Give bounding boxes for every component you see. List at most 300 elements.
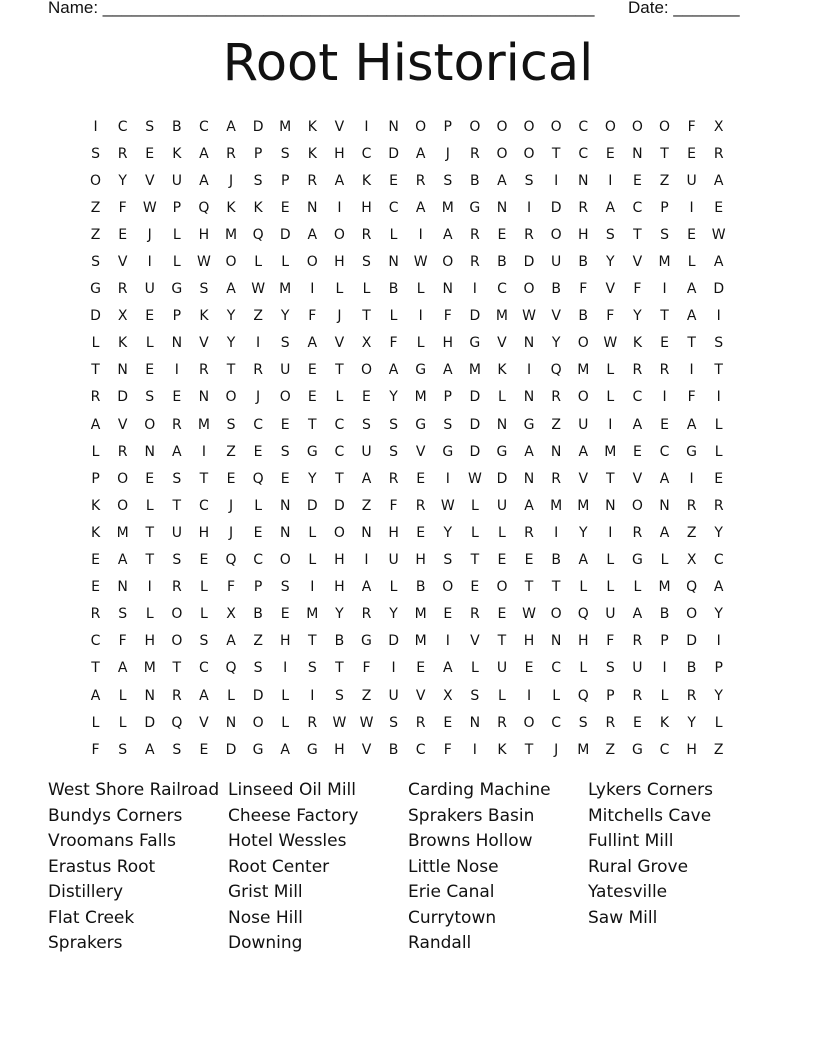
- grid-letter[interactable]: N: [550, 443, 562, 460]
- grid-letter[interactable]: T: [172, 660, 182, 677]
- grid-letter[interactable]: C: [199, 497, 209, 514]
- grid-letter[interactable]: L: [606, 389, 615, 406]
- grid-letter[interactable]: E: [416, 660, 426, 677]
- grid-letter[interactable]: N: [117, 362, 128, 379]
- grid-letter[interactable]: O: [171, 606, 183, 623]
- grid-letter[interactable]: U: [496, 497, 508, 514]
- grid-letter[interactable]: T: [497, 633, 507, 650]
- grid-letter[interactable]: L: [606, 362, 615, 379]
- grid-letter[interactable]: T: [551, 579, 561, 596]
- grid-letter[interactable]: C: [361, 145, 372, 162]
- grid-letter[interactable]: S: [334, 687, 344, 704]
- grid-letter[interactable]: M: [197, 416, 210, 433]
- grid-letter[interactable]: M: [577, 362, 590, 379]
- grid-letter[interactable]: J: [228, 524, 234, 541]
- grid-letter[interactable]: F: [579, 281, 588, 298]
- grid-letter[interactable]: J: [228, 497, 234, 514]
- grid-letter[interactable]: L: [606, 552, 615, 569]
- grid-letter[interactable]: E: [632, 443, 642, 460]
- grid-letter[interactable]: A: [442, 226, 453, 243]
- grid-letter[interactable]: O: [252, 714, 264, 731]
- grid-letter[interactable]: L: [714, 443, 723, 460]
- grid-letter[interactable]: H: [334, 579, 345, 596]
- grid-letter[interactable]: S: [280, 145, 290, 162]
- grid-letter[interactable]: Q: [225, 660, 237, 677]
- grid-letter[interactable]: T: [524, 741, 534, 758]
- grid-letter[interactable]: I: [662, 281, 667, 298]
- grid-letter[interactable]: Q: [252, 470, 264, 487]
- grid-letter[interactable]: L: [145, 497, 154, 514]
- grid-letter[interactable]: C: [199, 660, 209, 677]
- grid-letter[interactable]: R: [469, 145, 480, 162]
- grid-letter[interactable]: O: [117, 470, 129, 487]
- grid-letter[interactable]: I: [364, 552, 369, 569]
- grid-letter[interactable]: V: [334, 118, 345, 135]
- grid-letter[interactable]: T: [172, 497, 182, 514]
- grid-letter[interactable]: C: [253, 552, 263, 569]
- grid-letter[interactable]: R: [90, 606, 101, 623]
- grid-letter[interactable]: A: [605, 199, 616, 216]
- grid-letter[interactable]: N: [361, 524, 372, 541]
- grid-letter[interactable]: V: [415, 443, 426, 460]
- grid-letter[interactable]: K: [118, 335, 128, 352]
- grid-letter[interactable]: S: [253, 172, 263, 189]
- grid-letter[interactable]: T: [145, 524, 155, 541]
- grid-letter[interactable]: R: [686, 497, 697, 514]
- grid-letter[interactable]: A: [713, 579, 724, 596]
- grid-letter[interactable]: H: [442, 335, 454, 352]
- grid-letter[interactable]: L: [281, 687, 290, 704]
- grid-letter[interactable]: E: [253, 443, 263, 460]
- grid-letter[interactable]: Q: [686, 579, 698, 596]
- grid-letter[interactable]: A: [686, 416, 697, 433]
- grid-letter[interactable]: B: [334, 633, 345, 650]
- grid-letter[interactable]: L: [633, 579, 642, 596]
- grid-letter[interactable]: E: [280, 416, 290, 433]
- grid-letter[interactable]: S: [362, 416, 371, 433]
- grid-letter[interactable]: D: [469, 443, 481, 460]
- grid-letter[interactable]: P: [443, 118, 452, 135]
- grid-letter[interactable]: S: [307, 660, 317, 677]
- date-field[interactable]: Date: _______: [628, 0, 740, 17]
- grid-letter[interactable]: Z: [361, 687, 372, 704]
- grid-letter[interactable]: R: [90, 389, 101, 406]
- grid-letter[interactable]: Y: [226, 335, 236, 352]
- grid-letter[interactable]: I: [472, 281, 477, 298]
- grid-letter[interactable]: Y: [606, 254, 615, 271]
- grid-letter[interactable]: A: [524, 443, 534, 460]
- grid-letter[interactable]: L: [254, 254, 263, 271]
- grid-letter[interactable]: U: [171, 524, 182, 541]
- grid-letter[interactable]: A: [415, 145, 426, 162]
- grid-letter[interactable]: A: [334, 172, 345, 189]
- grid-letter[interactable]: W: [413, 254, 428, 271]
- grid-letter[interactable]: I: [283, 660, 288, 677]
- grid-letter[interactable]: Y: [633, 308, 642, 325]
- grid-letter[interactable]: X: [686, 552, 697, 569]
- grid-letter[interactable]: S: [280, 579, 290, 596]
- grid-letter[interactable]: S: [226, 416, 236, 433]
- grid-letter[interactable]: S: [118, 606, 128, 623]
- grid-letter[interactable]: T: [660, 308, 669, 325]
- grid-letter[interactable]: S: [118, 741, 128, 758]
- grid-letter[interactable]: A: [524, 497, 534, 514]
- grid-letter[interactable]: H: [415, 552, 426, 569]
- grid-letter[interactable]: Y: [280, 308, 290, 325]
- grid-letter[interactable]: Y: [714, 606, 723, 623]
- grid-letter[interactable]: E: [280, 470, 290, 487]
- grid-letter[interactable]: S: [172, 741, 182, 758]
- grid-letter[interactable]: X: [226, 606, 236, 623]
- grid-letter[interactable]: N: [496, 416, 508, 433]
- grid-letter[interactable]: D: [117, 389, 129, 406]
- grid-letter[interactable]: O: [117, 497, 129, 514]
- grid-letter[interactable]: E: [91, 552, 100, 569]
- grid-letter[interactable]: F: [389, 335, 398, 352]
- name-field[interactable]: Name: ____________________________________________________: [48, 0, 595, 17]
- grid-letter[interactable]: R: [524, 226, 534, 243]
- grid-letter[interactable]: T: [335, 660, 344, 677]
- grid-letter[interactable]: I: [716, 633, 721, 650]
- grid-letter[interactable]: S: [524, 172, 534, 189]
- grid-letter[interactable]: I: [662, 389, 667, 406]
- grid-letter[interactable]: L: [254, 497, 263, 514]
- grid-letter[interactable]: H: [686, 741, 697, 758]
- grid-letter[interactable]: O: [306, 254, 318, 271]
- grid-letter[interactable]: O: [279, 552, 291, 569]
- grid-letter[interactable]: L: [227, 687, 235, 704]
- grid-letter[interactable]: I: [174, 362, 179, 379]
- grid-letter[interactable]: D: [469, 416, 481, 433]
- grid-letter[interactable]: W: [603, 335, 618, 352]
- grid-letter[interactable]: U: [605, 606, 616, 623]
- grid-letter[interactable]: N: [144, 687, 155, 704]
- grid-letter[interactable]: A: [226, 281, 236, 298]
- grid-letter[interactable]: A: [713, 172, 724, 189]
- grid-letter[interactable]: J: [228, 172, 234, 189]
- grid-letter[interactable]: C: [415, 741, 426, 758]
- grid-letter[interactable]: A: [117, 552, 128, 569]
- grid-letter[interactable]: E: [660, 416, 669, 433]
- grid-letter[interactable]: N: [442, 281, 453, 298]
- grid-letter[interactable]: D: [550, 199, 562, 216]
- grid-letter[interactable]: G: [415, 416, 427, 433]
- grid-letter[interactable]: C: [253, 416, 263, 433]
- grid-letter[interactable]: M: [468, 362, 481, 379]
- grid-letter[interactable]: I: [689, 199, 694, 216]
- grid-letter[interactable]: U: [361, 443, 372, 460]
- grid-letter[interactable]: R: [307, 172, 318, 189]
- grid-letter[interactable]: I: [608, 416, 613, 433]
- grid-letter[interactable]: I: [445, 633, 450, 650]
- grid-letter[interactable]: S: [91, 145, 100, 162]
- grid-letter[interactable]: A: [307, 335, 318, 352]
- grid-letter[interactable]: L: [335, 281, 344, 298]
- grid-letter[interactable]: V: [632, 470, 643, 487]
- grid-letter[interactable]: P: [443, 389, 452, 406]
- grid-letter[interactable]: Z: [686, 524, 697, 541]
- grid-letter[interactable]: A: [307, 226, 318, 243]
- grid-letter[interactable]: C: [632, 199, 643, 216]
- grid-letter[interactable]: T: [470, 552, 480, 569]
- grid-letter[interactable]: I: [256, 335, 261, 352]
- grid-letter[interactable]: E: [172, 389, 182, 406]
- grid-letter[interactable]: E: [660, 335, 669, 352]
- grid-letter[interactable]: O: [360, 362, 372, 379]
- grid-letter[interactable]: A: [686, 281, 697, 298]
- grid-letter[interactable]: P: [714, 660, 723, 677]
- grid-letter[interactable]: M: [116, 524, 129, 541]
- grid-letter[interactable]: O: [225, 389, 237, 406]
- grid-letter[interactable]: U: [496, 660, 508, 677]
- grid-letter[interactable]: Y: [714, 524, 723, 541]
- grid-letter[interactable]: F: [91, 741, 100, 758]
- grid-letter[interactable]: O: [90, 172, 102, 189]
- grid-letter[interactable]: W: [251, 281, 266, 298]
- grid-letter[interactable]: P: [172, 308, 182, 325]
- grid-letter[interactable]: D: [306, 497, 318, 514]
- grid-letter[interactable]: C: [632, 389, 643, 406]
- grid-letter[interactable]: I: [662, 660, 667, 677]
- grid-letter[interactable]: P: [280, 172, 290, 189]
- grid-letter[interactable]: O: [144, 416, 156, 433]
- grid-letter[interactable]: Y: [335, 606, 344, 623]
- grid-letter[interactable]: A: [578, 443, 589, 460]
- grid-letter[interactable]: G: [631, 552, 643, 569]
- grid-letter[interactable]: S: [389, 416, 399, 433]
- grid-letter[interactable]: D: [469, 389, 481, 406]
- grid-letter[interactable]: T: [524, 579, 534, 596]
- grid-letter[interactable]: R: [632, 633, 643, 650]
- grid-letter[interactable]: W: [359, 714, 374, 731]
- grid-letter[interactable]: R: [117, 145, 128, 162]
- grid-letter[interactable]: K: [659, 714, 670, 731]
- grid-letter[interactable]: U: [280, 362, 291, 379]
- grid-letter[interactable]: O: [550, 606, 562, 623]
- grid-letter[interactable]: R: [713, 145, 724, 162]
- grid-letter[interactable]: I: [445, 470, 450, 487]
- grid-letter[interactable]: H: [388, 524, 399, 541]
- grid-letter[interactable]: I: [526, 362, 532, 379]
- grid-letter[interactable]: O: [523, 281, 535, 298]
- grid-letter[interactable]: L: [470, 497, 479, 514]
- grid-letter[interactable]: W: [522, 308, 536, 325]
- grid-letter[interactable]: H: [361, 199, 372, 216]
- grid-letter[interactable]: F: [443, 308, 452, 325]
- grid-letter[interactable]: N: [659, 497, 670, 514]
- grid-letter[interactable]: S: [199, 633, 209, 650]
- grid-letter[interactable]: R: [632, 524, 643, 541]
- grid-letter[interactable]: R: [605, 714, 616, 731]
- grid-letter[interactable]: A: [90, 416, 101, 433]
- grid-letter[interactable]: T: [308, 416, 317, 433]
- grid-letter[interactable]: V: [144, 172, 155, 189]
- grid-letter[interactable]: N: [279, 524, 291, 541]
- grid-letter[interactable]: G: [252, 741, 264, 758]
- grid-letter[interactable]: B: [172, 118, 182, 135]
- grid-letter[interactable]: K: [226, 199, 236, 216]
- grid-letter[interactable]: C: [551, 660, 562, 677]
- grid-letter[interactable]: A: [280, 741, 290, 758]
- grid-letter[interactable]: E: [145, 470, 155, 487]
- grid-letter[interactable]: C: [659, 443, 670, 460]
- grid-letter[interactable]: I: [310, 281, 315, 298]
- grid-letter[interactable]: S: [172, 470, 182, 487]
- grid-letter[interactable]: Y: [118, 172, 127, 189]
- grid-letter[interactable]: E: [145, 145, 155, 162]
- grid-letter[interactable]: Z: [90, 226, 101, 243]
- grid-letter[interactable]: E: [226, 470, 236, 487]
- grid-letter[interactable]: A: [415, 199, 426, 216]
- grid-letter[interactable]: D: [334, 497, 345, 514]
- grid-letter[interactable]: R: [226, 145, 236, 162]
- grid-letter[interactable]: M: [658, 254, 671, 271]
- grid-letter[interactable]: L: [281, 714, 290, 731]
- grid-letter[interactable]: A: [659, 524, 670, 541]
- grid-letter[interactable]: C: [578, 118, 589, 135]
- grid-letter[interactable]: L: [389, 308, 398, 325]
- grid-letter[interactable]: J: [147, 226, 152, 243]
- grid-letter[interactable]: B: [578, 308, 589, 325]
- grid-letter[interactable]: O: [523, 714, 535, 731]
- grid-letter[interactable]: M: [550, 497, 563, 514]
- grid-letter[interactable]: C: [578, 145, 589, 162]
- grid-letter[interactable]: O: [496, 145, 508, 162]
- grid-letter[interactable]: J: [256, 389, 261, 406]
- grid-letter[interactable]: G: [496, 443, 508, 460]
- grid-letter[interactable]: E: [443, 606, 453, 623]
- grid-letter[interactable]: T: [308, 633, 317, 650]
- grid-letter[interactable]: M: [604, 443, 617, 460]
- grid-letter[interactable]: X: [117, 308, 128, 325]
- grid-letter[interactable]: H: [144, 633, 155, 650]
- grid-letter[interactable]: T: [91, 362, 100, 379]
- grid-letter[interactable]: E: [307, 389, 317, 406]
- grid-letter[interactable]: V: [551, 308, 561, 325]
- grid-letter[interactable]: B: [551, 552, 561, 569]
- grid-letter[interactable]: E: [497, 606, 507, 623]
- grid-letter[interactable]: I: [337, 199, 342, 216]
- grid-letter[interactable]: N: [388, 118, 399, 135]
- grid-letter[interactable]: O: [577, 335, 589, 352]
- grid-letter[interactable]: U: [632, 660, 643, 677]
- grid-letter[interactable]: G: [415, 362, 427, 379]
- grid-letter[interactable]: E: [253, 524, 263, 541]
- grid-letter[interactable]: O: [469, 118, 481, 135]
- grid-letter[interactable]: R: [632, 362, 643, 379]
- grid-letter[interactable]: L: [308, 552, 317, 569]
- grid-letter[interactable]: V: [199, 714, 209, 731]
- grid-letter[interactable]: E: [714, 470, 724, 487]
- grid-letter[interactable]: M: [658, 579, 671, 596]
- grid-letter[interactable]: E: [145, 362, 155, 379]
- grid-letter[interactable]: T: [633, 226, 642, 243]
- grid-letter[interactable]: D: [252, 118, 264, 135]
- grid-letter[interactable]: T: [660, 145, 669, 162]
- grid-letter[interactable]: H: [334, 145, 345, 162]
- grid-letter[interactable]: O: [171, 633, 183, 650]
- grid-letter[interactable]: S: [443, 416, 453, 433]
- grid-letter[interactable]: O: [279, 389, 291, 406]
- grid-letter[interactable]: R: [361, 226, 372, 243]
- grid-letter[interactable]: S: [199, 281, 209, 298]
- grid-letter[interactable]: Y: [389, 606, 398, 623]
- grid-letter[interactable]: I: [147, 254, 152, 271]
- grid-letter[interactable]: S: [605, 226, 615, 243]
- grid-letter[interactable]: W: [440, 497, 455, 514]
- grid-letter[interactable]: I: [689, 362, 694, 379]
- grid-letter[interactable]: G: [306, 443, 318, 460]
- grid-letter[interactable]: T: [606, 470, 615, 487]
- grid-letter[interactable]: R: [117, 281, 128, 298]
- grid-letter[interactable]: R: [307, 714, 318, 731]
- grid-letter[interactable]: N: [171, 335, 183, 352]
- grid-letter[interactable]: G: [686, 443, 698, 460]
- grid-letter[interactable]: R: [497, 714, 507, 731]
- grid-letter[interactable]: O: [333, 226, 345, 243]
- grid-letter[interactable]: F: [118, 633, 127, 650]
- grid-letter[interactable]: R: [713, 497, 724, 514]
- grid-letter[interactable]: R: [253, 362, 263, 379]
- grid-letter[interactable]: D: [388, 633, 399, 650]
- grid-letter[interactable]: E: [714, 199, 724, 216]
- grid-letter[interactable]: A: [497, 172, 507, 189]
- grid-letter[interactable]: A: [226, 633, 236, 650]
- grid-letter[interactable]: P: [172, 199, 182, 216]
- grid-letter[interactable]: V: [497, 335, 507, 352]
- grid-letter[interactable]: M: [224, 226, 238, 243]
- grid-letter[interactable]: V: [605, 281, 616, 298]
- grid-letter[interactable]: D: [90, 308, 101, 325]
- grid-letter[interactable]: N: [496, 199, 508, 216]
- grid-letter[interactable]: O: [442, 254, 454, 271]
- grid-letter[interactable]: K: [497, 362, 507, 379]
- grid-letter[interactable]: Q: [225, 552, 237, 569]
- grid-letter[interactable]: P: [660, 199, 669, 216]
- grid-letter[interactable]: L: [687, 254, 696, 271]
- grid-letter[interactable]: M: [414, 606, 427, 623]
- grid-letter[interactable]: E: [470, 579, 480, 596]
- grid-letter[interactable]: A: [632, 606, 643, 623]
- grid-letter[interactable]: K: [361, 172, 372, 189]
- grid-letter[interactable]: O: [523, 118, 535, 135]
- grid-letter[interactable]: N: [198, 389, 210, 406]
- grid-letter[interactable]: L: [660, 552, 669, 569]
- grid-letter[interactable]: E: [524, 660, 534, 677]
- grid-letter[interactable]: Y: [578, 524, 588, 541]
- grid-letter[interactable]: U: [144, 281, 155, 298]
- grid-letter[interactable]: L: [579, 660, 588, 677]
- grid-letter[interactable]: D: [388, 145, 399, 162]
- grid-letter[interactable]: U: [551, 254, 562, 271]
- grid-letter[interactable]: H: [523, 633, 535, 650]
- grid-letter[interactable]: A: [659, 470, 670, 487]
- grid-letter[interactable]: X: [361, 335, 372, 352]
- grid-letter[interactable]: O: [333, 524, 345, 541]
- grid-letter[interactable]: M: [143, 660, 156, 677]
- grid-letter[interactable]: H: [198, 524, 210, 541]
- grid-letter[interactable]: W: [467, 470, 482, 487]
- grid-letter[interactable]: T: [199, 470, 209, 487]
- grid-letter[interactable]: R: [632, 687, 643, 704]
- grid-letter[interactable]: Z: [659, 172, 670, 189]
- grid-letter[interactable]: R: [659, 362, 670, 379]
- grid-letter[interactable]: Y: [226, 308, 236, 325]
- grid-letter[interactable]: E: [524, 552, 534, 569]
- grid-letter[interactable]: D: [686, 633, 697, 650]
- grid-letter[interactable]: F: [606, 308, 615, 325]
- grid-letter[interactable]: H: [279, 633, 291, 650]
